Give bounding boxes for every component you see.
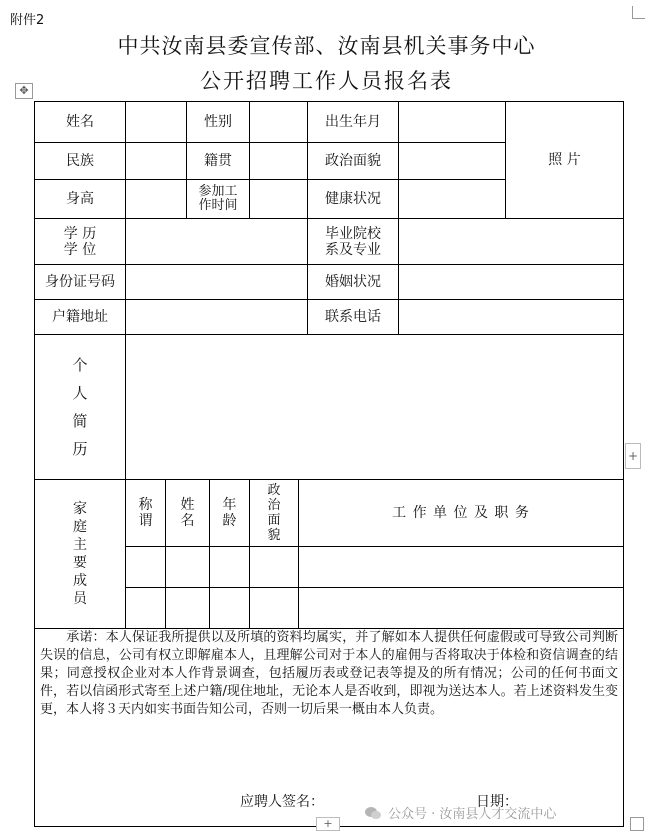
- label-graduation: [308, 219, 398, 264]
- header-age: [210, 480, 249, 546]
- input-health[interactable]: [399, 180, 505, 218]
- label-family-char: 成: [73, 573, 87, 589]
- label-family-char: 主: [73, 537, 87, 553]
- watermark-text: 公众号 · 汝南县人才交流中心: [388, 807, 557, 822]
- label-family-char: 员: [73, 591, 87, 607]
- header-char: 面: [267, 513, 281, 528]
- label-family: [35, 480, 125, 628]
- header-char: 姓: [180, 497, 195, 513]
- label-height: 身高: [66, 191, 94, 207]
- label-graduation-line1: 毕业院校: [325, 225, 381, 242]
- label-id-number: 身份证号码: [45, 274, 115, 290]
- label-family-char: 家: [73, 501, 87, 517]
- photo-box[interactable]: 照 片: [548, 152, 581, 168]
- input-name[interactable]: [126, 102, 186, 142]
- label-native-place: 籍贯: [204, 153, 232, 169]
- header-char: 谓: [138, 513, 153, 529]
- label-ethnicity: 民族: [66, 153, 94, 169]
- label-political-status: 政治面貌: [325, 153, 381, 169]
- input-political-status[interactable]: [399, 143, 505, 179]
- title-line-1: 中共汝南县委宣传部、汝南县机关事务中心: [117, 34, 536, 58]
- label-birth: 出生年月: [325, 114, 381, 130]
- label-resume-char: 个: [72, 356, 88, 374]
- label-education-line1: 学 历: [63, 225, 97, 242]
- label-resume-char: 人: [72, 384, 88, 402]
- label-household-address: 户籍地址: [52, 309, 108, 325]
- input-phone[interactable]: [399, 300, 623, 334]
- header-char: 龄: [222, 513, 237, 529]
- input-graduation[interactable]: [399, 219, 623, 264]
- family-row[interactable]: [126, 588, 623, 628]
- label-family-char: 要: [73, 555, 87, 571]
- header-char: 貌: [267, 528, 281, 543]
- header-work: 工 作 单 位 及 职 务: [392, 505, 530, 521]
- move-icon[interactable]: ✥: [15, 83, 33, 99]
- input-marital-status[interactable]: [399, 265, 623, 299]
- label-name: 姓名: [66, 114, 94, 130]
- pledge-body: 承诺：本人保证我所提供以及所填的资料均属实，并了解如本人提供任何虚假或可导致公司判断失误的信息，公司有权立即解雇本人，且理解公司对于本人的雇佣与否将取决于体检和资信调查的结果；同意授权企业对本人作背景调查，包括履历表或登记表等提及的所有情况；公司的任何书面文件，若以信函形式寄至上述户籍/现住地址，无论本人是否收到，即视为送达本人。若上述资料发生变更，本人将３天内如实书面告知公司，否则一切后果一概由本人负责。: [40, 630, 618, 717]
- input-ethnicity[interactable]: [126, 143, 186, 179]
- label-work-start-line1: 参加工: [198, 184, 238, 199]
- label-resume-char: 简: [72, 412, 88, 430]
- label-gender: 性别: [204, 114, 232, 130]
- label-education: [35, 219, 125, 264]
- header-char: 名: [180, 513, 195, 529]
- resize-handle[interactable]: [630, 817, 644, 831]
- header-relation: [126, 480, 165, 546]
- label-resume: [35, 335, 125, 479]
- plus-icon[interactable]: +: [316, 817, 340, 831]
- input-height[interactable]: [126, 180, 186, 218]
- watermark: [364, 803, 556, 822]
- label-education-line2: 学 位: [63, 241, 97, 258]
- date-label: 日期：: [476, 794, 518, 810]
- label-phone: 联系电话: [325, 309, 381, 325]
- input-household-address[interactable]: [126, 300, 307, 334]
- pledge-text: [40, 629, 618, 719]
- family-row[interactable]: [126, 547, 623, 587]
- input-resume[interactable]: [126, 335, 623, 479]
- label-marital-status: 婚姻状况: [325, 274, 381, 290]
- input-id-number[interactable]: [126, 265, 307, 299]
- header-char: 治: [267, 498, 281, 513]
- input-gender[interactable]: [250, 102, 307, 142]
- attachment-label: 附件2: [10, 13, 45, 28]
- header-member-name: [166, 480, 209, 546]
- label-work-start: [187, 180, 249, 218]
- signature-label: 应聘人签名：: [240, 794, 324, 810]
- header-char: 年: [222, 497, 237, 513]
- plus-icon[interactable]: +: [625, 443, 641, 469]
- input-native-place[interactable]: [250, 143, 307, 179]
- header-char: 政: [267, 483, 281, 498]
- label-graduation-line2: 系及专业: [325, 241, 381, 258]
- label-work-start-line2: 作时间: [198, 198, 238, 213]
- input-birth[interactable]: [399, 102, 505, 142]
- wechat-icon: [364, 806, 382, 820]
- title-line-2: 公开招聘工作人员报名表: [200, 69, 453, 93]
- input-education[interactable]: [126, 219, 307, 264]
- input-work-start[interactable]: [250, 180, 307, 218]
- label-family-char: 庭: [73, 519, 87, 535]
- header-char: 称: [138, 497, 153, 513]
- label-health: 健康状况: [325, 191, 381, 207]
- header-political: [250, 480, 298, 546]
- label-resume-char: 历: [72, 440, 88, 458]
